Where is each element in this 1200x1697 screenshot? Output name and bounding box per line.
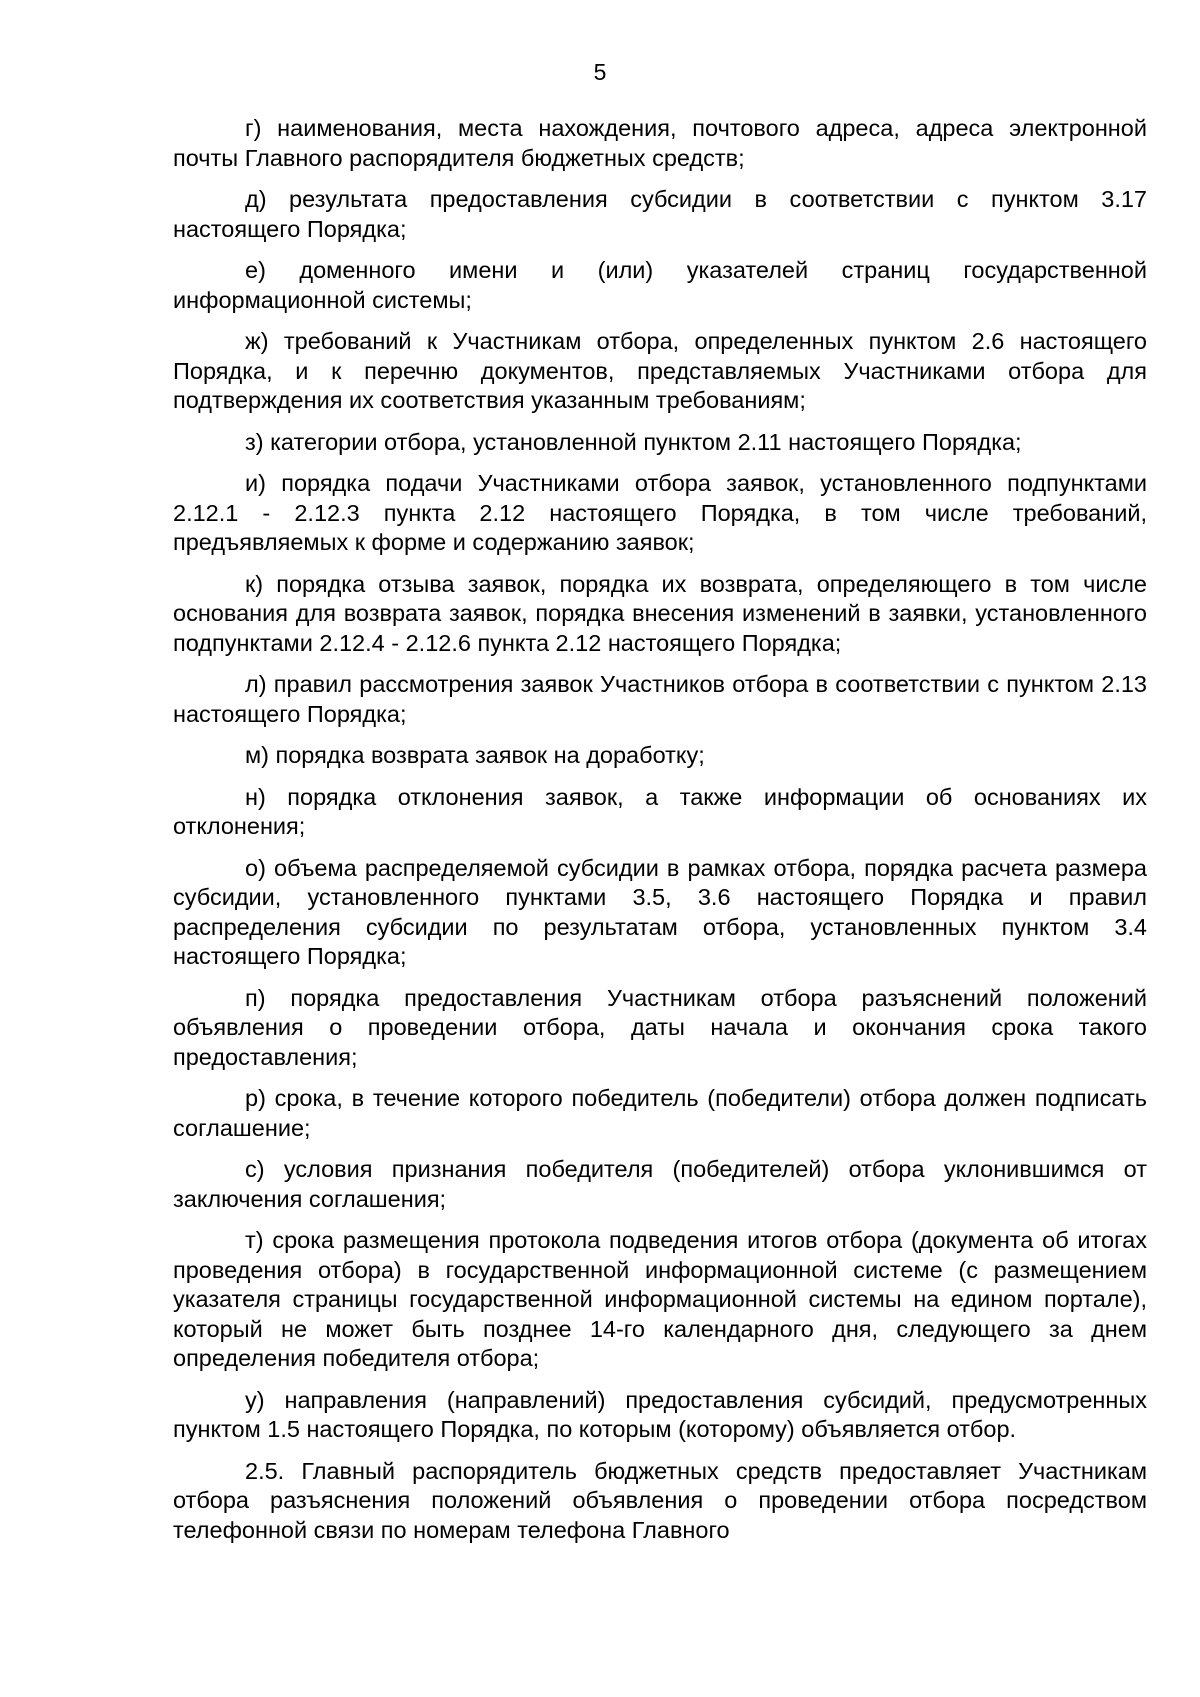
paragraph-d: д) результата предоставления субсидии в соответствии с пунктом 3.17 настоящего Порядка; bbox=[173, 186, 1147, 242]
paragraph-r: р) срока, в течение которого победитель (победители) отбора должен подписать соглашение; bbox=[173, 1085, 1147, 1141]
paragraph-o: о) объема распределяемой субсидии в рамках отбора, порядка расчета размера субсидии, установленного пунктами 3.5, 3.6 настоящего Порядка и правил распределения субсидии по результатам отбора, установленных пунктом 3.4 настоящего Порядка; bbox=[173, 854, 1147, 969]
paragraph-p: п) порядка предоставления Участникам отбора разъяснений положений объявления о проведении отбора, даты начала и окончания срока такого предоставления; bbox=[173, 984, 1147, 1070]
paragraph-i: и) порядка подачи Участниками отбора заявок, установленного подпунктами 2.12.1 - 2.12.3 пункта 2.12 настоящего Порядка, в том числе требований, предъявляемых к форме и содержанию заявок; bbox=[173, 470, 1147, 555]
paragraph-m: м) порядка возврата заявок на доработку; bbox=[245, 742, 705, 768]
paragraph-g: г) наименования, места нахождения, почтового адреса, адреса электронной почты Главного распорядителя бюджетных средств; bbox=[173, 115, 1147, 171]
paragraph-u: у) направления (направлений) предоставления субсидий, предусмотренных пунктом 1.5 настоящего Порядка, по которым (которому) объявляется отбор. bbox=[173, 1386, 1147, 1442]
paragraph-n: н) порядка отклонения заявок, а также информации об основаниях их отклонения; bbox=[173, 783, 1147, 839]
paragraph-z: з) категории отбора, установленной пунктом 2.11 настоящего Порядка; bbox=[245, 428, 1022, 455]
paragraph-e: е) доменного имени и (или) указателей страниц государственной информационной системы; bbox=[173, 257, 1147, 313]
paragraph-2-5: 2.5. Главный распорядитель бюджетных средств предоставляет Участникам отбора разъяснения положений объявления о проведении отбора посредством телефонной связи по номерам телефона Главного bbox=[173, 1457, 1147, 1543]
paragraph-zh: ж) требований к Участникам отбора, определенных пунктом 2.6 настоящего Порядка, и к перечню документов, представляемых Участниками отбора для подтверждения их соответствия указанным требованиям; bbox=[173, 328, 1147, 413]
paragraph-k: к) порядка отзыва заявок, порядка их возврата, определяющего в том числе основания для возврата заявок, порядка внесения изменений в заявки, установленного подпунктами 2.12.4 - 2.12.6 пункта 2.12 настоящего Порядка; bbox=[173, 570, 1147, 656]
paragraph-t: т) срока размещения протокола подведения итогов отбора (документа об итогах проведения отбора) в государственной информационной системе (с размещением указателя страницы государственной информационной системы на едином портале), который не может быть позднее 14-го календарного дня, следующего за днем определения победителя отбора; bbox=[173, 1227, 1147, 1371]
page-number: 5 bbox=[593, 59, 607, 85]
paragraph-l: л) правил рассмотрения заявок Участников отбора в соответствии с пунктом 2.13 настоящего Порядка; bbox=[173, 671, 1147, 727]
paragraph-s: с) условия признания победителя (победителей) отбора уклонившимся от заключения соглашения; bbox=[173, 1156, 1147, 1212]
document-body bbox=[173, 114, 1147, 1545]
